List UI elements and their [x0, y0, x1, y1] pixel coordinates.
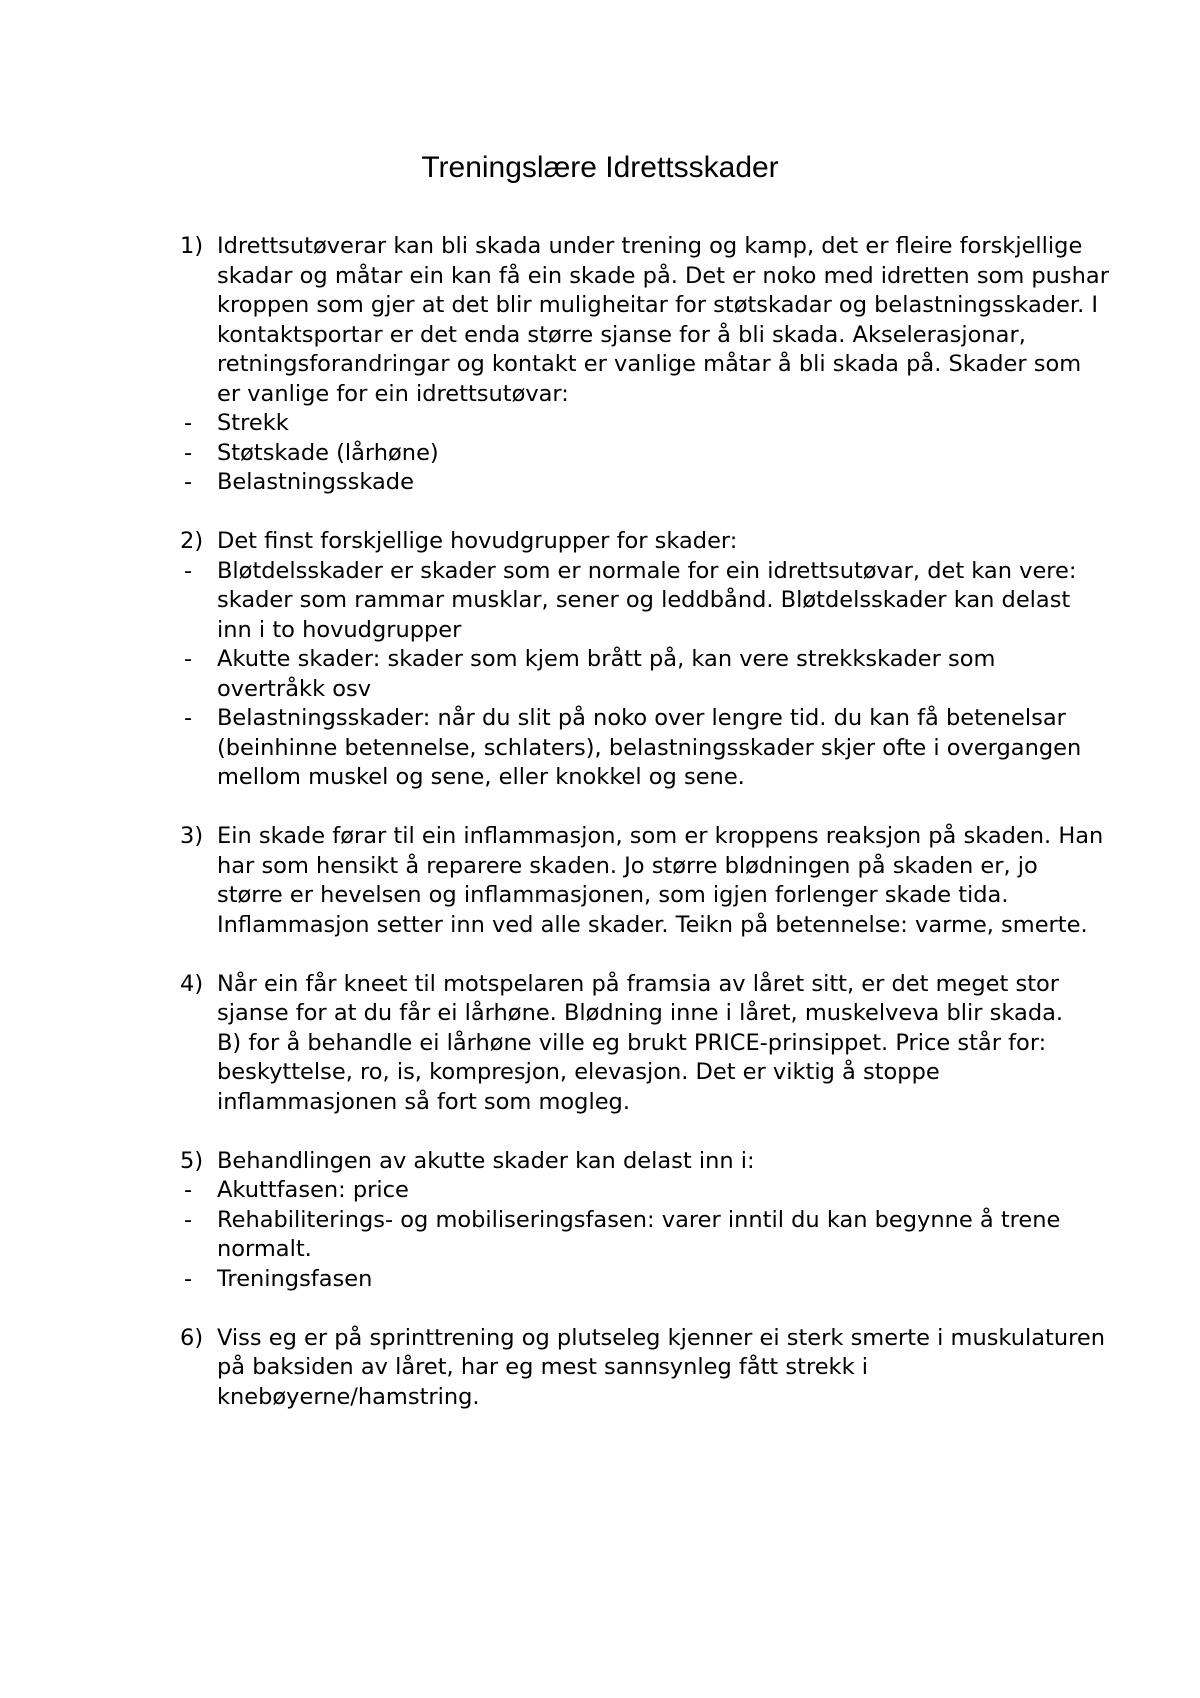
bullet-text: Strekk: [217, 410, 289, 436]
section-text: Viss eg er på sprinttrening og plutseleg kjenner ei sterk smerte i muskulaturen på baksiden av låret, har eg mest sannsynleg fått strekk i knebøyerne/hamstring.: [217, 1324, 1106, 1410]
list-item: [180, 557, 1110, 646]
section-3: [180, 822, 1110, 940]
list-item: [180, 704, 1110, 793]
document-body: [180, 232, 1110, 1412]
bullet-text: Akutte skader: skader som kjem brått på, kan vere strekkskader som overtråkk osv: [217, 646, 996, 702]
section-1: [180, 232, 1110, 409]
section-number: 2): [180, 528, 204, 554]
list-item: [180, 468, 1110, 498]
bullet-text: Treningsfasen: [217, 1265, 373, 1292]
list-item: [180, 1265, 1110, 1295]
section-number: 5): [180, 1147, 204, 1174]
paragraph-gap: [180, 498, 1110, 528]
section-number: 4): [180, 970, 204, 997]
section-text: Ein skade førar til ein inflammasjon, som er kroppens reaksjon på skaden. Han har som hensikt å reparere skaden. Jo større blødningen på skaden er, jo større er hevelsen og inflammasjonen, som igjen forlenger skade tida. Inflammasjon setter inn ved alle skader. Teikn på betennelse: varme, smerte.: [217, 823, 1104, 938]
document-title: Treningslære Idrettsskader: [421, 151, 779, 184]
paragraph-gap: [180, 1117, 1110, 1147]
section-text: Når ein får kneet til motspelaren på framsia av låret sitt, er det meget stor sjanse for at du får ei lårhøne. Blødning inne i låret, muskelveva blir skada.: [217, 970, 1064, 1026]
bullet-text: Belastningsskader: når du slit på noko over lengre tid. du kan få betenelsar (beinhinne betennelse, schlaters), belastningsskader skjer ofte i overgangen mellom muskel og sene, eller knokkel og sene.: [217, 705, 1082, 790]
section-number: 3): [180, 823, 204, 849]
section-5: [180, 1147, 1110, 1177]
bullet-text: Bløtdelsskader er skader som er normale for ein idrettsutøvar, det kan vere: skader som rammar musklar, sener og leddbånd. Bløtdelsskader kan delast inn i to hovudgrupper: [217, 557, 1077, 643]
paragraph-gap: [180, 793, 1110, 823]
bullet-marker: -: [184, 410, 193, 436]
bullet-marker: -: [184, 1177, 193, 1203]
section-4: [180, 970, 1110, 1118]
bullet-text: Rehabiliterings- og mobiliseringsfasen: varer inntil du kan begynne å trene normalt.: [217, 1206, 1061, 1262]
bullet-text: Støtskade (lårhøne): [217, 439, 439, 466]
bullet-text: Belastningsskade: [217, 469, 414, 495]
list-item: [180, 439, 1110, 469]
bullet-marker: -: [184, 557, 193, 584]
list-item: [180, 409, 1110, 439]
section-2: [180, 527, 1110, 557]
section-text: Det finst forskjellige hovudgrupper for skader:: [217, 528, 738, 554]
bullet-marker: -: [184, 705, 193, 731]
bullet-marker: -: [184, 439, 193, 466]
list-item: [180, 1206, 1110, 1265]
bullet-marker: -: [184, 646, 193, 672]
list-item: [180, 645, 1110, 704]
section-text: Behandlingen av akutte skader kan delast inn i:: [217, 1147, 755, 1174]
paragraph-gap: [180, 940, 1110, 970]
list-item: [180, 1176, 1110, 1206]
section-text: Idrettsutøverar kan bli skada under trening og kamp, det er fleire forskjellige skadar og måtar ein kan få ein skade på. Det er noko med idretten som pushar kroppen som gjer at det blir muligheitar for støtskadar og belastningsskader. I kontaktsportar er det enda større sjanse for å bli skada. Akselerasjonar, retningsforandringar og kontakt er vanlige måtar å bli skada på. Skader som er vanlige for ein idrettsutøvar:: [217, 233, 1109, 407]
bullet-marker: -: [184, 1265, 193, 1292]
bullet-marker: -: [184, 469, 193, 495]
bullet-text: Akuttfasen: price: [217, 1177, 409, 1203]
section-6: [180, 1324, 1110, 1413]
bullet-marker: -: [184, 1206, 193, 1233]
section-number: 1): [180, 233, 204, 259]
paragraph-gap: [180, 1294, 1110, 1324]
section-number: 6): [180, 1324, 204, 1351]
section-subanswer: B) for å behandle ei lårhøne ville eg brukt PRICE-prinsippet. Price står for: beskyttelse, ro, is, kompresjon, elevasjon. Det er viktig å stoppe inflammasjonen så fort som mogleg.: [217, 1029, 1047, 1115]
